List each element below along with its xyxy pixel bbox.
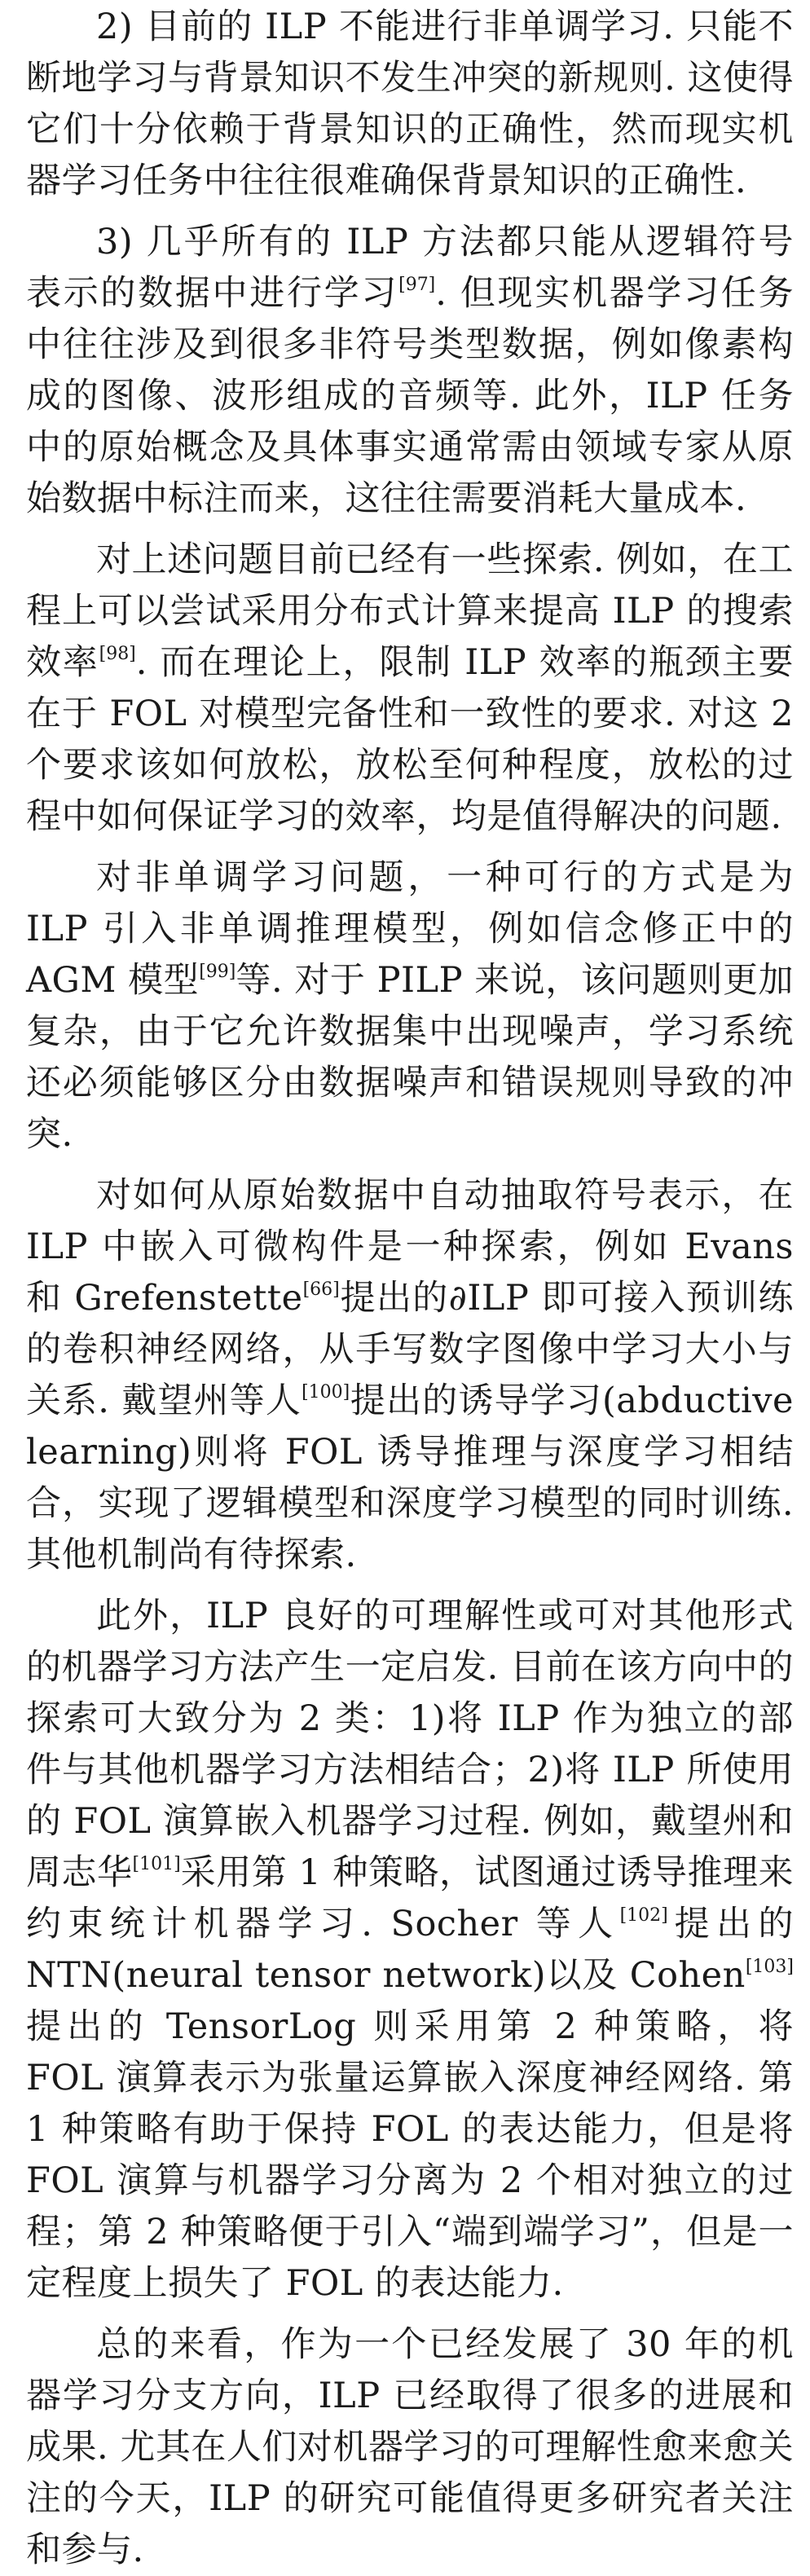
text-segment: 总的来看，作为一个已经发展了 30 年的机器学习分支方向，ILP 已经取得了很多的进展和成果. 尤其在人们对机器学习的可理解性愈来愈关注的今天，ILP 的研究可能值得更多研究者关注和参与. — [26, 2324, 794, 2570]
text-segment: 提出的∂ILP 即可接入预训练的卷积神经网络，从手写数字图像中学习大小与关系. 戴望州等人 — [26, 1278, 794, 1421]
citation-ref: [101] — [132, 1854, 181, 1874]
citation-ref: [97] — [398, 275, 436, 295]
paragraph-limitation-3 — [26, 217, 794, 525]
citation-ref: [66] — [302, 1279, 340, 1300]
text-segment: . 但现实机器学习任务中往往涉及到很多非符号类型数据，例如像素构成的图像、波形组成的音频等. 此外，ILP 任务中的原始概念及具体事实通常需由领域专家从原始数据中标注而来，这往往需要消耗大量成本. — [26, 273, 795, 519]
paragraph-exploration-efficiency — [26, 535, 794, 843]
text-segment: 2) 目前的 ILP 不能进行非单调学习. 只能不断地学习与背景知识不发生冲突的新规则. 这使得它们十分依赖于背景知识的正确性，然而现实机器学习任务中往往很难确保背景知识的正确性. — [26, 7, 794, 201]
citation-ref: [100] — [302, 1382, 350, 1402]
paragraph-summary — [26, 2319, 794, 2576]
paragraph-limitation-2 — [26, 2, 794, 207]
citation-ref: [98] — [99, 644, 136, 664]
text-segment: 等. 对于 PILP 来说，该问题则更加复杂，由于它允许数据集中出现噪声，学习系统还必须能够区分由数据噪声和错误规则导致的冲突. — [26, 960, 794, 1155]
text-segment: 此外，ILP 良好的可理解性或可对其他形式的机器学习方法产生一定启发. 目前在该方向中的探索可大致分为 2 类：1)将 ILP 作为独立的部件与其他机器学习方法相结合；2)将 ILP 所使用的 FOL 演算嵌入机器学习过程. 例如，戴望州和周志华 — [26, 1596, 794, 1893]
paragraph-symbol-extraction — [26, 1170, 794, 1581]
text-segment: 对上述问题目前已经有一些探索. 例如，在工程上可以尝试采用分布式计算来提高 ILP 的搜索效率 — [26, 539, 794, 683]
text-segment: 采用第 1 种策略，试图通过诱导推理来约束统计机器学习. Socher 等人 — [26, 1852, 795, 1944]
text-segment: 对非单调学习问题，一种可行的方式是为 ILP 引入非单调推理模型，例如信念修正中的 AGM 模型 — [26, 857, 794, 1001]
paragraph-interpretability — [26, 1591, 794, 2310]
text-segment: 对如何从原始数据中自动抽取符号表示，在 ILP 中嵌入可微构件是一种探索，例如 Evans 和 Grefenstette — [26, 1175, 794, 1319]
citation-ref: [99] — [199, 962, 236, 982]
text-segment: 3) 几乎所有的 ILP 方法都只能从逻辑符号表示的数据中进行学习 — [26, 222, 794, 314]
text-segment: . 而在理论上，限制 ILP 效率的瓶颈主要在于 FOL 对模型完备性和一致性的要求. 对这 2 个要求该如何放松，放松至何种程度，放松的过程中如何保证学习的效率，均是值得解决的问题. — [26, 642, 795, 837]
text-segment: 提出的 NTN(neural tensor network)以及 Cohen — [26, 1904, 795, 1996]
citation-ref: [102] — [619, 1905, 668, 1926]
text-segment: 提出的 TensorLog 则采用第 2 种策略，将 FOL 演算表示为张量运算嵌入深度神经网络. 第 1 种策略有助于保持 FOL 的表达能力，但是将 FOL 演算与机器学习分离为 2 个相对独立的过程；第 2 种策略便于引入“端到端学习”，但是一定程度上损失了 FOL 的表达能力. — [26, 2006, 794, 2304]
text-segment: 提出的诱导学习(abductive learning)则将 FOL 诱导推理与深度学习相结合，实现了逻辑模型和深度学习模型的同时训练. 其他机制尚有待探索. — [26, 1380, 794, 1575]
citation-ref: [103] — [745, 1957, 794, 1977]
paragraph-non-monotonic — [26, 852, 794, 1160]
